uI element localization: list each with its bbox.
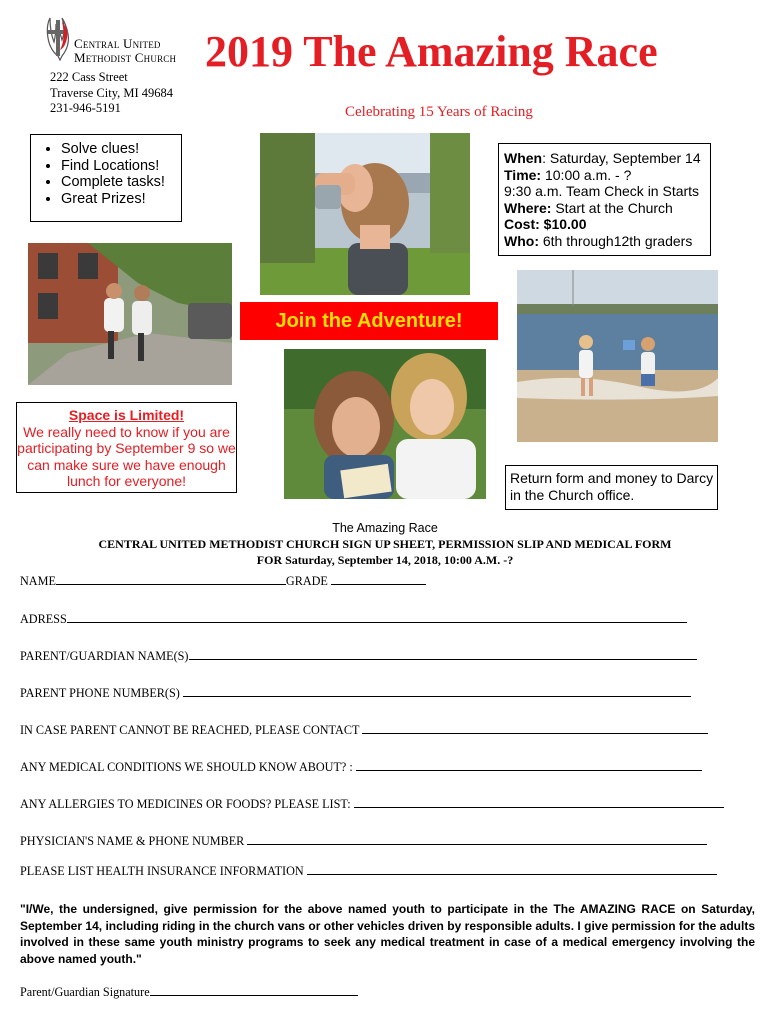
name-field[interactable] — [56, 574, 286, 585]
insurance-field[interactable] — [307, 864, 717, 875]
space-limited-box — [16, 402, 237, 493]
guardian-label: PARENT/GUARDIAN NAME(S) — [20, 649, 189, 663]
list-item: • Solve clues! — [61, 141, 181, 158]
list-item: • Complete tasks! — [61, 174, 181, 191]
contact-row — [20, 723, 708, 738]
medical-field[interactable] — [356, 760, 702, 771]
detail-cost — [504, 216, 710, 233]
who-value: 6th through12th graders — [538, 232, 693, 249]
permission-statement: "I/We, the undersigned, give permission for the above named youth to participate in the The AMAZING RACE on Saturday, September 14, including riding in the church vans or other vehicles driven by responsible adults. I give permission for the adults involved in these same youth ministry programs to seek any medical treatment in case of a medical emergency involving the above named youth." — [20, 902, 755, 966]
page-title: 2019 The Amazing Race — [205, 27, 658, 76]
insurance-row — [20, 864, 717, 879]
address-field[interactable] — [67, 612, 687, 623]
cross-and-flame-logo-icon — [44, 16, 74, 62]
church-address — [50, 70, 173, 117]
church-logo — [44, 14, 184, 66]
space-limited-line: lunch for everyone! — [66, 473, 187, 489]
return-form-box — [505, 465, 718, 510]
allergies-label: ANY ALLERGIES TO MEDICINES OR FOODS? PLEASE LIST: — [20, 797, 351, 811]
signature-field[interactable] — [150, 985, 358, 996]
logo-text-line2: Methodist Church — [74, 50, 177, 65]
space-limited-line: can make sure we have enough — [27, 456, 226, 473]
grade-field[interactable] — [331, 574, 426, 585]
space-limited-heading: Space is Limited! — [68, 407, 185, 423]
detail-checkin: 9:30 a.m. Team Check in Starts — [504, 183, 700, 199]
event-details-box — [498, 143, 711, 256]
detail-when — [504, 150, 710, 167]
page-subtitle: Celebrating 15 Years of Racing — [345, 104, 533, 120]
address-phone: 231-946-5191 — [50, 101, 121, 115]
form-title: CENTRAL UNITED METHODIST CHURCH SIGN UP SHEET, PERMISSION SLIP AND MEDICAL FORM — [98, 537, 672, 551]
time-label: Time: — [504, 166, 542, 183]
space-limited-line: participating by September 9 so we — [17, 440, 236, 456]
address-label: ADRESS — [20, 612, 67, 626]
return-line: Return form and money to Darcy — [510, 470, 714, 486]
highlights-list — [31, 141, 181, 207]
signature-label: Parent/Guardian Signature — [20, 985, 150, 999]
allergies-field[interactable] — [354, 797, 724, 808]
where-value: Start at the Church — [551, 199, 673, 216]
return-line: in the Church office. — [510, 486, 635, 503]
who-label: Who: — [504, 232, 539, 249]
address-street: 222 Cass Street — [50, 70, 128, 84]
when-value: : Saturday, September 14 — [542, 150, 701, 166]
photo-girl-drinking — [260, 133, 470, 295]
photo-beach-kids — [517, 270, 718, 442]
physician-field[interactable] — [247, 834, 707, 845]
cost-value: Cost: $10.00 — [504, 216, 587, 232]
guardian-field[interactable] — [189, 649, 697, 660]
address-city: Traverse City, MI 49684 — [50, 85, 174, 100]
signature-row — [20, 985, 358, 1000]
where-label: Where: — [504, 199, 552, 216]
photo-girls-with-notebook — [284, 349, 486, 499]
physician-row — [20, 834, 707, 849]
name-grade-row — [20, 574, 426, 589]
form-subheading: The Amazing Race — [332, 521, 438, 535]
medical-label: ANY MEDICAL CONDITIONS WE SHOULD KNOW ABOUT? : — [20, 760, 353, 774]
grade-label: GRADE — [285, 574, 328, 588]
address-row — [20, 612, 687, 627]
detail-where — [504, 200, 710, 217]
detail-time — [504, 167, 710, 184]
photo-runners — [28, 243, 232, 385]
contact-field[interactable] — [362, 723, 708, 734]
form-date-line: FOR Saturday, September 14, 2018, 10:00 A.M. -? — [256, 553, 514, 567]
highlights-box — [30, 134, 182, 222]
insurance-label: PLEASE LIST HEALTH INSURANCE INFORMATION — [20, 864, 304, 878]
list-item: • Find Locations! — [61, 158, 181, 175]
time-value: 10:00 a.m. - ? — [541, 166, 632, 183]
contact-label: IN CASE PARENT CANNOT BE REACHED, PLEASE CONTACT — [20, 723, 360, 737]
detail-who — [504, 233, 710, 250]
space-limited-line: We really need to know if you are — [23, 423, 230, 440]
medical-row — [20, 760, 702, 775]
logo-text-line1: Central United — [74, 36, 161, 51]
phone-row — [20, 686, 691, 701]
when-label: When — [504, 150, 543, 166]
allergies-row — [20, 797, 724, 812]
name-label: NAME — [20, 574, 56, 588]
phone-label: PARENT PHONE NUMBER(S) — [20, 686, 180, 700]
physician-label: PHYSICIAN'S NAME & PHONE NUMBER — [20, 834, 245, 848]
list-item: • Great Prizes! — [61, 191, 181, 208]
phone-field[interactable] — [183, 686, 691, 697]
guardian-row — [20, 649, 697, 664]
join-adventure-banner: Join the Adventure! — [240, 302, 498, 340]
